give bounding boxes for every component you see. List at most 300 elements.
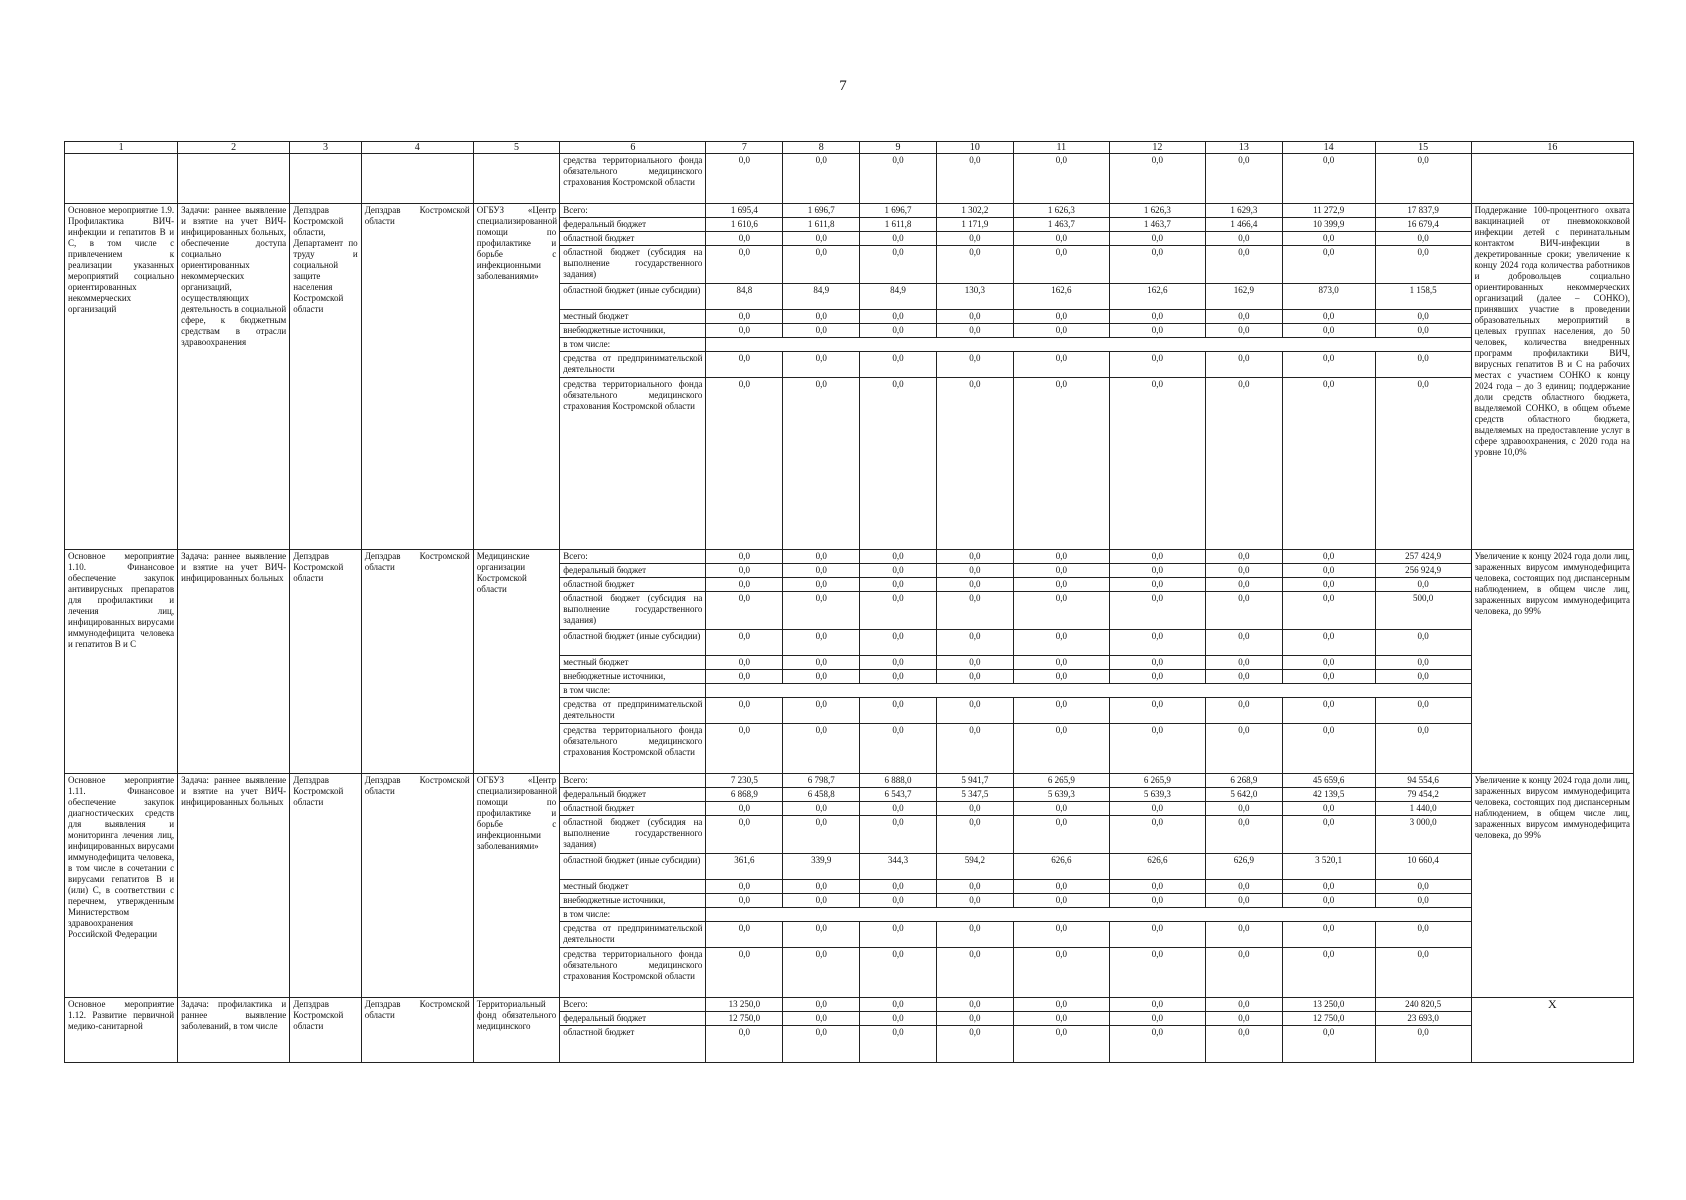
value-cell: 0,0	[1375, 670, 1471, 684]
value-cell: 0,0	[1282, 378, 1375, 550]
value-cell: 0,0	[1109, 310, 1205, 324]
value-cell: 5 347,5	[936, 788, 1013, 802]
expected-result: Х	[1471, 998, 1633, 1063]
measure-c5: ОГБУЗ «Центр специализированной помощи по профилактике и борьбе с инфекционными заболеваниями»	[473, 204, 559, 550]
column-number: 9	[860, 142, 937, 154]
value-cell: 0,0	[1282, 324, 1375, 338]
measure-c2: Задача: раннее выявление и взятие на учет ВИЧ-инфицированных больных	[178, 550, 290, 774]
value-cell: 0,0	[1013, 656, 1109, 670]
value-cell: 0,0	[783, 324, 860, 338]
funding-source: Всего:	[560, 550, 706, 564]
value-cell: 0,0	[706, 802, 783, 816]
value-cell: 0,0	[1205, 802, 1282, 816]
value-cell: 0,0	[936, 1012, 1013, 1026]
value-cell: 0,0	[1013, 154, 1109, 204]
value-cell: 0,0	[1282, 352, 1375, 378]
funding-source: областной бюджет (иные субсидии)	[560, 630, 706, 656]
value-cell: 1 629,3	[1205, 204, 1282, 218]
measure-c5: Медицинские организации Костромской области	[473, 550, 559, 774]
value-cell: 45 659,6	[1282, 774, 1375, 788]
value-cell: 17 837,9	[1375, 204, 1471, 218]
value-cell: 256 924,9	[1375, 564, 1471, 578]
value-cell: 1 611,8	[783, 218, 860, 232]
value-cell: 0,0	[783, 724, 860, 774]
value-cell: 0,0	[1205, 232, 1282, 246]
funding-source: средства территориального фонда обязательного медицинского страхования Костромской области	[560, 948, 706, 998]
value-cell: 0,0	[1375, 656, 1471, 670]
value-cell: 0,0	[1013, 894, 1109, 908]
value-cell: 0,0	[1205, 698, 1282, 724]
value-cell: 0,0	[1282, 816, 1375, 854]
funding-source: областной бюджет (иные субсидии)	[560, 854, 706, 880]
value-cell: 0,0	[1109, 352, 1205, 378]
value-cell: 0,0	[1282, 802, 1375, 816]
value-cell: 0,0	[1375, 324, 1471, 338]
column-number: 10	[936, 142, 1013, 154]
value-cell: 0,0	[1282, 232, 1375, 246]
value-cell: 0,0	[1109, 948, 1205, 998]
measure-c5: Территориальный фонд обязательного медицинского	[473, 998, 559, 1063]
value-cell: 0,0	[1375, 232, 1471, 246]
value-cell: 0,0	[783, 656, 860, 670]
funding-source: федеральный бюджет	[560, 218, 706, 232]
value-cell: 0,0	[860, 816, 937, 854]
column-number: 14	[1282, 142, 1375, 154]
value-cell: 344,3	[860, 854, 937, 880]
value-cell: 6 798,7	[783, 774, 860, 788]
value-cell: 0,0	[1205, 1026, 1282, 1063]
value-cell: 0,0	[706, 698, 783, 724]
measure-c1: Основное мероприятие 1.12. Развитие первичной медико-санитарной	[65, 998, 178, 1063]
empty-cell	[473, 154, 559, 204]
value-cell: 1 696,7	[783, 204, 860, 218]
value-cell: 500,0	[1375, 592, 1471, 630]
funding-source: Всего:	[560, 774, 706, 788]
value-cell: 0,0	[936, 880, 1013, 894]
funding-source: федеральный бюджет	[560, 1012, 706, 1026]
value-cell: 0,0	[1375, 310, 1471, 324]
value-cell: 0,0	[1205, 880, 1282, 894]
value-cell: 0,0	[936, 724, 1013, 774]
column-number: 1	[65, 142, 178, 154]
value-cell: 0,0	[860, 948, 937, 998]
expected-result: Поддержание 100-процентного охвата вакцинацией от пневмококковой инфекции детей с перинатальным контактом ВИЧ-инфекции в декретированные сроки; увеличение к концу 2024 года количества работников и добровольцев социально ориентированных некоммерческих организаций (далее – СОНКО), принявших участие в проведении образовательных мероприятий в целевых группах населения, до 50 человек, количества внедренных программ профилактики ВИЧ, вирусных гепатитов В и С на рабочих местах с участием СОНКО к концу 2024 года – до 3 единиц; поддержание доли средств областного бюджета, выделяемой СОНКО, в общем объеме средств областного бюджета, выделяемых на предоставление услуг в сфере здравоохранения, с 2020 года на уровне 10,0%	[1471, 204, 1633, 550]
value-cell: 0,0	[783, 550, 860, 564]
value-cell: 79 454,2	[1375, 788, 1471, 802]
value-cell: 1 610,6	[706, 218, 783, 232]
value-cell: 0,0	[860, 154, 937, 204]
value-cell: 0,0	[936, 154, 1013, 204]
value-cell: 0,0	[783, 310, 860, 324]
value-cell: 0,0	[860, 378, 937, 550]
value-cell: 7 230,5	[706, 774, 783, 788]
value-cell: 0,0	[1282, 880, 1375, 894]
value-cell: 257 424,9	[1375, 550, 1471, 564]
value-cell: 0,0	[1375, 894, 1471, 908]
value-cell: 0,0	[1375, 378, 1471, 550]
value-cell: 0,0	[936, 922, 1013, 948]
value-cell: 1 466,4	[1205, 218, 1282, 232]
funding-source: областной бюджет	[560, 232, 706, 246]
value-cell: 0,0	[1205, 592, 1282, 630]
value-cell: 84,9	[783, 284, 860, 310]
value-cell: 5 639,3	[1109, 788, 1205, 802]
value-cell: 0,0	[1109, 246, 1205, 284]
value-cell: 162,9	[1205, 284, 1282, 310]
value-cell: 0,0	[1109, 378, 1205, 550]
value-cell: 0,0	[783, 922, 860, 948]
value-cell: 0,0	[1109, 564, 1205, 578]
value-cell: 0,0	[1109, 656, 1205, 670]
value-cell: 0,0	[1205, 324, 1282, 338]
value-cell: 0,0	[1013, 1012, 1109, 1026]
value-cell: 0,0	[706, 592, 783, 630]
value-cell: 6 265,9	[1013, 774, 1109, 788]
value-cell: 0,0	[936, 670, 1013, 684]
value-cell: 0,0	[860, 246, 937, 284]
value-cell: 1 695,4	[706, 204, 783, 218]
value-cell: 0,0	[1109, 550, 1205, 564]
value-cell: 0,0	[706, 1026, 783, 1063]
funding-source: средства от предпринимательской деятельности	[560, 698, 706, 724]
value-cell: 94 554,6	[1375, 774, 1471, 788]
value-cell: 0,0	[1109, 578, 1205, 592]
value-cell: 0,0	[1205, 948, 1282, 998]
value-cell: 0,0	[860, 802, 937, 816]
value-cell: 0,0	[1109, 232, 1205, 246]
value-cell: 626,6	[1013, 854, 1109, 880]
value-cell: 0,0	[1282, 894, 1375, 908]
value-cell: 0,0	[1375, 880, 1471, 894]
measure-c1: Основное мероприятие 1.9. Профилактика ВИЧ-инфекции и гепатитов В и С, в том числе с привлечением к реализации указанных мероприятий социально ориентированных некоммерческих организаций	[65, 204, 178, 550]
value-cell: 0,0	[1013, 880, 1109, 894]
value-cell: 0,0	[1109, 1026, 1205, 1063]
value-cell: 0,0	[1282, 698, 1375, 724]
empty-cell	[361, 154, 473, 204]
value-cell: 13 250,0	[1282, 998, 1375, 1012]
funding-source: в том числе:	[560, 908, 706, 922]
funding-source: областной бюджет	[560, 578, 706, 592]
measure-c2: Задача: профилактика и раннее выявление заболеваний, в том числе	[178, 998, 290, 1063]
value-cell: 0,0	[783, 232, 860, 246]
value-cell: 0,0	[936, 802, 1013, 816]
value-cell: 0,0	[936, 232, 1013, 246]
value-cell: 1 696,7	[860, 204, 937, 218]
empty-cell	[706, 338, 1471, 352]
value-cell: 0,0	[783, 816, 860, 854]
value-cell: 0,0	[783, 578, 860, 592]
funding-source: средства от предпринимательской деятельности	[560, 352, 706, 378]
value-cell: 0,0	[936, 948, 1013, 998]
value-cell: 0,0	[936, 698, 1013, 724]
value-cell: 0,0	[1375, 698, 1471, 724]
value-cell: 0,0	[783, 630, 860, 656]
value-cell: 0,0	[783, 894, 860, 908]
value-cell: 84,8	[706, 284, 783, 310]
value-cell: 0,0	[1282, 246, 1375, 284]
value-cell: 0,0	[1375, 630, 1471, 656]
funding-source: федеральный бюджет	[560, 788, 706, 802]
value-cell: 0,0	[1282, 948, 1375, 998]
column-number: 13	[1205, 142, 1282, 154]
value-cell: 12 750,0	[1282, 1012, 1375, 1026]
value-cell: 0,0	[1205, 630, 1282, 656]
table-row	[65, 774, 1634, 788]
value-cell: 0,0	[860, 998, 937, 1012]
value-cell: 0,0	[936, 378, 1013, 550]
value-cell: 0,0	[1013, 998, 1109, 1012]
value-cell: 0,0	[1205, 154, 1282, 204]
value-cell: 0,0	[1013, 948, 1109, 998]
value-cell: 6 458,8	[783, 788, 860, 802]
measure-c3: Депздрав Костромской области	[290, 550, 362, 774]
value-cell: 0,0	[1109, 922, 1205, 948]
value-cell: 0,0	[860, 724, 937, 774]
funding-source: местный бюджет	[560, 656, 706, 670]
funding-source: Всего:	[560, 204, 706, 218]
funding-source: средства территориального фонда обязательного медицинского страхования Костромской области	[560, 378, 706, 550]
value-cell: 0,0	[936, 246, 1013, 284]
value-cell: 0,0	[783, 1012, 860, 1026]
value-cell: 0,0	[1282, 564, 1375, 578]
value-cell: 0,0	[1205, 550, 1282, 564]
empty-cell	[178, 154, 290, 204]
funding-source: областной бюджет (субсидия на выполнение государственного задания)	[560, 246, 706, 284]
funding-source: федеральный бюджет	[560, 564, 706, 578]
value-cell: 0,0	[1205, 1012, 1282, 1026]
value-cell: 0,0	[1109, 1012, 1205, 1026]
value-cell: 0,0	[1375, 1026, 1471, 1063]
value-cell: 5 642,0	[1205, 788, 1282, 802]
value-cell: 339,9	[783, 854, 860, 880]
value-cell: 0,0	[1282, 724, 1375, 774]
value-cell: 1 626,3	[1013, 204, 1109, 218]
value-cell: 0,0	[1205, 656, 1282, 670]
value-cell: 0,0	[1109, 154, 1205, 204]
value-cell: 0,0	[783, 378, 860, 550]
value-cell: 0,0	[1013, 724, 1109, 774]
value-cell: 0,0	[936, 592, 1013, 630]
measure-c5: ОГБУЗ «Центр специализированной помощи по профилактике и борьбе с инфекционными заболеваниями»	[473, 774, 559, 998]
value-cell: 0,0	[1205, 724, 1282, 774]
value-cell: 13 250,0	[706, 998, 783, 1012]
value-cell: 0,0	[1282, 656, 1375, 670]
value-cell: 1 463,7	[1013, 218, 1109, 232]
value-cell: 0,0	[706, 378, 783, 550]
value-cell: 0,0	[783, 154, 860, 204]
value-cell: 12 750,0	[706, 1012, 783, 1026]
value-cell: 1 611,8	[860, 218, 937, 232]
value-cell: 0,0	[1013, 352, 1109, 378]
value-cell: 361,6	[706, 854, 783, 880]
value-cell: 0,0	[1375, 922, 1471, 948]
value-cell: 6 543,7	[860, 788, 937, 802]
value-cell: 594,2	[936, 854, 1013, 880]
value-cell: 0,0	[1109, 802, 1205, 816]
empty-cell	[706, 684, 1471, 698]
value-cell: 0,0	[706, 670, 783, 684]
value-cell: 0,0	[1109, 324, 1205, 338]
value-cell: 0,0	[706, 724, 783, 774]
value-cell: 0,0	[1282, 922, 1375, 948]
funding-source: местный бюджет	[560, 310, 706, 324]
value-cell: 1 463,7	[1109, 218, 1205, 232]
value-cell: 0,0	[1205, 922, 1282, 948]
value-cell: 240 820,5	[1375, 998, 1471, 1012]
value-cell: 0,0	[706, 564, 783, 578]
value-cell: 0,0	[936, 1026, 1013, 1063]
table-body	[65, 142, 1634, 1063]
value-cell: 6 265,9	[1109, 774, 1205, 788]
value-cell: 0,0	[1205, 894, 1282, 908]
measure-c3: Депздрав Костромской области	[290, 998, 362, 1063]
table-row	[65, 550, 1634, 564]
value-cell: 0,0	[1282, 154, 1375, 204]
value-cell: 0,0	[706, 154, 783, 204]
value-cell: 10 660,4	[1375, 854, 1471, 880]
value-cell: 0,0	[706, 656, 783, 670]
value-cell: 6 888,0	[860, 774, 937, 788]
measure-c4: Депздрав Костромской области	[361, 998, 473, 1063]
value-cell: 0,0	[783, 670, 860, 684]
page-number: 7	[839, 78, 847, 94]
value-cell: 0,0	[936, 656, 1013, 670]
empty-cell	[706, 908, 1471, 922]
value-cell: 0,0	[706, 922, 783, 948]
value-cell: 0,0	[1013, 564, 1109, 578]
funding-source: областной бюджет (субсидия на выполнение государственного задания)	[560, 816, 706, 854]
value-cell: 0,0	[1109, 880, 1205, 894]
column-number: 11	[1013, 142, 1109, 154]
measure-c3: Депздрав Костромской области	[290, 774, 362, 998]
funding-source: местный бюджет	[560, 880, 706, 894]
funding-source: средства территориального фонда обязательного медицинского страхования Костромской области	[560, 724, 706, 774]
measure-c4: Депздрав Костромской области	[361, 774, 473, 998]
value-cell: 1 302,2	[936, 204, 1013, 218]
funding-source: средства от предпринимательской деятельности	[560, 922, 706, 948]
value-cell: 0,0	[1205, 670, 1282, 684]
expected-result: Увеличение к концу 2024 года доли лиц, зараженных вирусом иммунодефицита человека, состоящих под диспансерным наблюдением, в общем числе лиц, зараженных вирусом иммунодефицита человека, до 99%	[1471, 550, 1633, 774]
value-cell: 0,0	[936, 998, 1013, 1012]
value-cell: 130,3	[936, 284, 1013, 310]
value-cell: 0,0	[783, 246, 860, 284]
budget-table	[64, 141, 1634, 1063]
value-cell: 162,6	[1109, 284, 1205, 310]
column-number: 3	[290, 142, 362, 154]
value-cell: 0,0	[1013, 592, 1109, 630]
funding-source: областной бюджет (субсидия на выполнение государственного задания)	[560, 592, 706, 630]
value-cell: 0,0	[1205, 378, 1282, 550]
value-cell: 3 520,1	[1282, 854, 1375, 880]
value-cell: 0,0	[860, 1012, 937, 1026]
value-cell: 0,0	[783, 880, 860, 894]
funding-source: внебюджетные источники,	[560, 894, 706, 908]
value-cell: 0,0	[860, 232, 937, 246]
funding-source: средства территориального фонда обязательного медицинского страхования Костромской области	[560, 154, 706, 204]
empty-cell	[1471, 154, 1633, 204]
value-cell: 0,0	[1282, 630, 1375, 656]
value-cell: 0,0	[936, 324, 1013, 338]
value-cell: 6 868,9	[706, 788, 783, 802]
value-cell: 0,0	[706, 894, 783, 908]
value-cell: 0,0	[783, 352, 860, 378]
table-row	[65, 154, 1634, 204]
measure-c2: Задача: раннее выявление и взятие на учет ВИЧ-инфицированных больных	[178, 774, 290, 998]
value-cell: 0,0	[706, 310, 783, 324]
measure-c3: Депздрав Костромской области, Департамент по труду и социальной защите населения Костромской области	[290, 204, 362, 550]
value-cell: 23 693,0	[1375, 1012, 1471, 1026]
value-cell: 0,0	[936, 310, 1013, 324]
value-cell: 0,0	[1013, 246, 1109, 284]
value-cell: 0,0	[1109, 670, 1205, 684]
value-cell: 0,0	[1013, 698, 1109, 724]
value-cell: 626,9	[1205, 854, 1282, 880]
value-cell: 0,0	[1013, 630, 1109, 656]
value-cell: 873,0	[1282, 284, 1375, 310]
value-cell: 162,6	[1013, 284, 1109, 310]
funding-source: в том числе:	[560, 338, 706, 352]
empty-cell	[65, 154, 178, 204]
value-cell: 0,0	[860, 698, 937, 724]
value-cell: 0,0	[706, 816, 783, 854]
value-cell: 0,0	[706, 246, 783, 284]
value-cell: 0,0	[860, 630, 937, 656]
funding-source: областной бюджет	[560, 802, 706, 816]
value-cell: 0,0	[936, 352, 1013, 378]
value-cell: 0,0	[1205, 816, 1282, 854]
measure-c1: Основное мероприятие 1.10. Финансовое обеспечение закупок антивирусных препаратов для профилактики и лечения лиц, инфицированных вирусами иммунодефицита человека и гепатитов В и С	[65, 550, 178, 774]
column-number: 16	[1471, 142, 1633, 154]
measure-c2: Задачи: раннее выявление и взятие на учет ВИЧ-инфицированных больных, обеспечение доступа социально ориентированных некоммерческих организаций, осуществляющих деятельность в социальной сфере, к бюджетным средствам в отрасли здравоохранения	[178, 204, 290, 550]
value-cell: 0,0	[706, 880, 783, 894]
header-row	[65, 142, 1634, 154]
value-cell: 0,0	[783, 564, 860, 578]
value-cell: 0,0	[860, 880, 937, 894]
value-cell: 0,0	[860, 670, 937, 684]
column-number: 8	[783, 142, 860, 154]
value-cell: 0,0	[1205, 352, 1282, 378]
value-cell: 0,0	[1205, 578, 1282, 592]
funding-source: Всего:	[560, 998, 706, 1012]
value-cell: 1 626,3	[1109, 204, 1205, 218]
value-cell: 0,0	[936, 550, 1013, 564]
value-cell: 0,0	[1109, 724, 1205, 774]
value-cell: 0,0	[783, 802, 860, 816]
value-cell: 0,0	[1282, 310, 1375, 324]
value-cell: 42 139,5	[1282, 788, 1375, 802]
value-cell: 0,0	[706, 630, 783, 656]
value-cell: 0,0	[1013, 232, 1109, 246]
value-cell: 0,0	[783, 1026, 860, 1063]
value-cell: 0,0	[936, 630, 1013, 656]
value-cell: 0,0	[1109, 698, 1205, 724]
value-cell: 0,0	[1282, 670, 1375, 684]
column-number: 2	[178, 142, 290, 154]
value-cell: 0,0	[1375, 154, 1471, 204]
value-cell: 6 268,9	[1205, 774, 1282, 788]
value-cell: 0,0	[706, 352, 783, 378]
value-cell: 1 440,0	[1375, 802, 1471, 816]
value-cell: 0,0	[783, 698, 860, 724]
value-cell: 0,0	[1013, 578, 1109, 592]
value-cell: 0,0	[1205, 246, 1282, 284]
value-cell: 5 941,7	[936, 774, 1013, 788]
value-cell: 0,0	[936, 564, 1013, 578]
value-cell: 0,0	[1109, 630, 1205, 656]
measure-c4: Депздрав Костромской области	[361, 550, 473, 774]
measure-c4: Депздрав Костромской области	[361, 204, 473, 550]
value-cell: 0,0	[783, 592, 860, 630]
